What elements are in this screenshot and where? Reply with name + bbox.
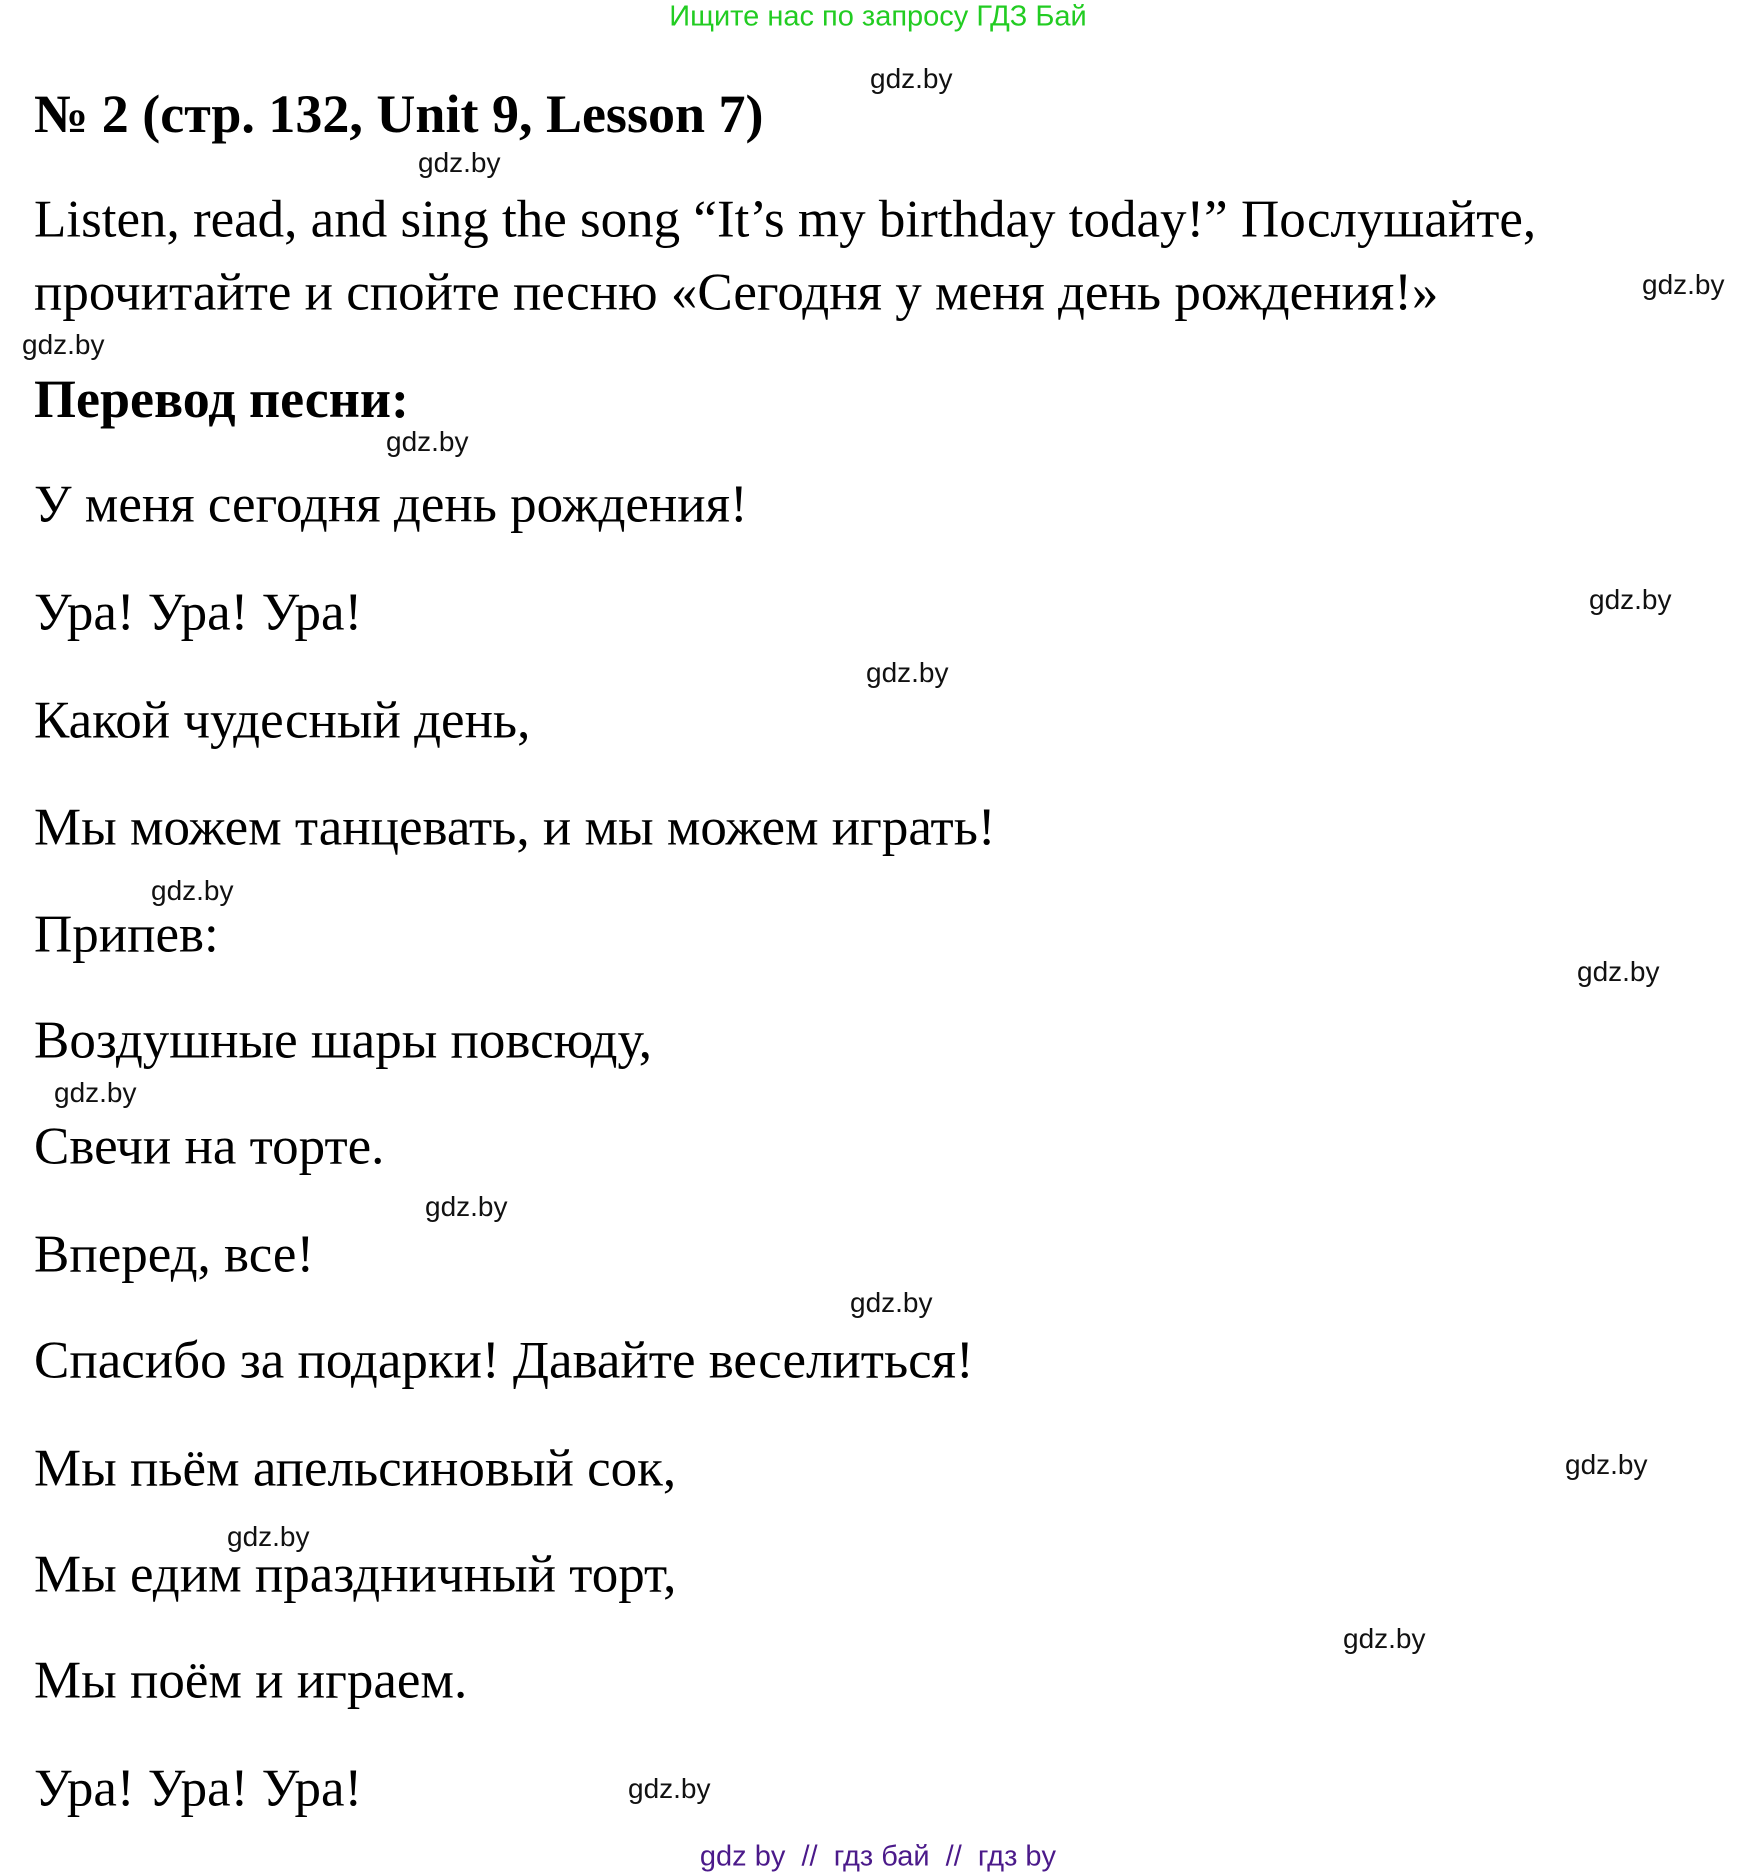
watermark: gdz.by — [1565, 1449, 1648, 1480]
watermark: gdz.by — [1343, 1623, 1426, 1654]
watermark: gdz.by — [425, 1191, 508, 1222]
song-line: Ура! Ура! Ура! — [34, 583, 363, 642]
footer-links[interactable]: gdz by // гдз бай // гдз by — [699, 1840, 1057, 1873]
watermark: gdz.by — [1589, 584, 1672, 615]
song-line: Мы едим праздничный торт, — [34, 1545, 677, 1604]
watermark: gdz.by — [870, 63, 953, 94]
song-line: Мы пьём апельсиновый сок, — [34, 1439, 677, 1498]
song-line: Какой чудесный день, — [34, 691, 531, 750]
watermark: gdz.by — [628, 1773, 711, 1804]
song-line: Ура! Ура! Ура! — [34, 1759, 363, 1818]
song-line: Воздушные шары повсюду, — [34, 1011, 652, 1070]
watermark: gdz.by — [151, 875, 234, 906]
page-title: № 2 (стр. 132, Unit 9, Lesson 7) — [34, 84, 764, 144]
song-line: Припев: — [34, 905, 219, 964]
watermark: gdz.by — [850, 1287, 933, 1318]
song-line: Мы поём и играем. — [34, 1651, 468, 1710]
song-line: Мы можем танцевать, и мы можем играть! — [34, 798, 996, 857]
watermark: gdz.by — [866, 657, 949, 688]
watermark: gdz.by — [227, 1521, 310, 1552]
song-line: У меня сегодня день рождения! — [34, 475, 748, 534]
watermark: gdz.by — [1577, 956, 1660, 987]
song-line: Спасибо за подарки! Давайте веселиться! — [34, 1331, 974, 1390]
section-heading: Перевод песни: — [34, 369, 409, 429]
song-line: Вперед, все! — [34, 1225, 315, 1284]
watermark: gdz.by — [386, 426, 469, 457]
watermark: gdz.by — [418, 147, 501, 178]
watermark: gdz.by — [22, 329, 105, 360]
search-banner[interactable]: Ищите нас по запросу ГДЗ Бай — [669, 0, 1087, 33]
watermark: gdz.by — [54, 1077, 137, 1108]
song-line: Свечи на торте. — [34, 1117, 385, 1176]
watermark: gdz.by — [1642, 269, 1725, 300]
instruction-line: Listen, read, and sing the song “It’s my birthday today!” Послушайте, — [34, 190, 1537, 249]
instruction-line: прочитайте и спойте песню «Сегодня у меня день рождения!» — [34, 263, 1439, 322]
